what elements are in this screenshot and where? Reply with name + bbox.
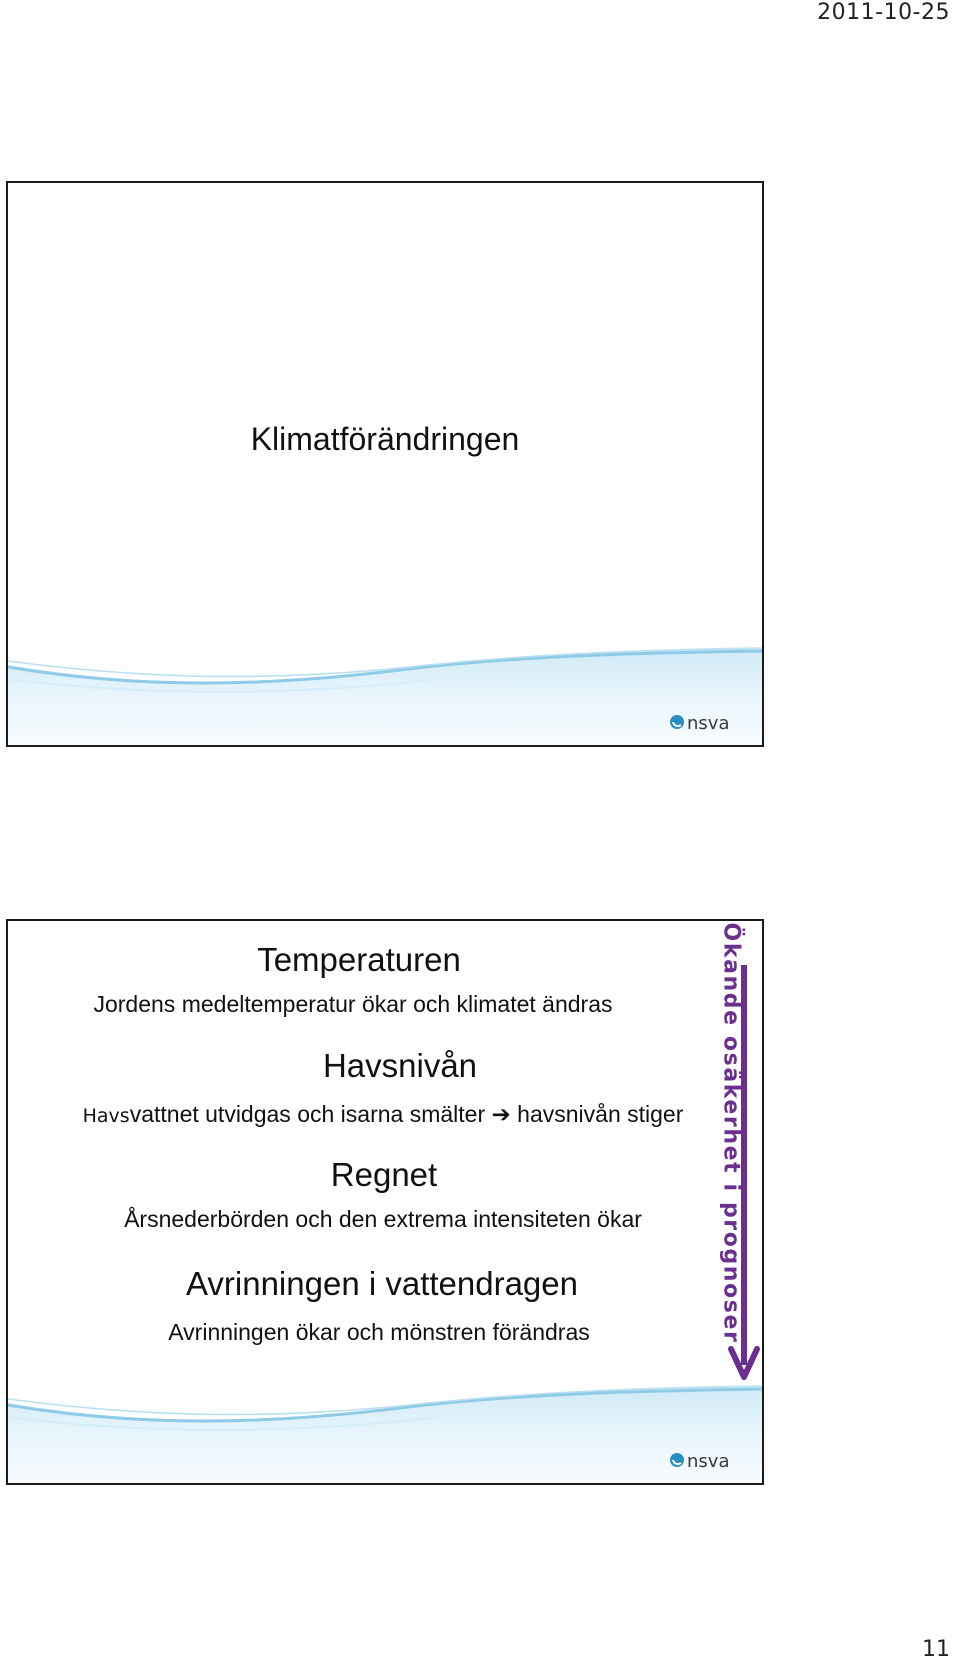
heading-rain: Regnet — [330, 1156, 438, 1193]
nsva-logo — [670, 1449, 750, 1471]
svg-text:nsva: nsva — [687, 713, 730, 733]
page-date: 2011-10-25 — [817, 0, 950, 25]
svg-text:nsva: nsva — [687, 1451, 730, 1471]
slide-1 — [6, 181, 764, 747]
text-rain: Årsnederbörden och den extrema intensiteten ökar — [124, 1206, 642, 1232]
text-sea-level-lead: Havs — [82, 1105, 130, 1127]
uncertainty-label: Ökande osäkerhet i prognoser — [718, 922, 744, 1344]
heading-temperature: Temperaturen — [257, 941, 461, 978]
heading-sea-level: Havsnivån — [322, 1047, 478, 1084]
text-sea-level-result: havsnivån stiger — [517, 1101, 684, 1127]
nsva-logo — [670, 711, 750, 733]
text-sea-level-rest: vattnet utvidgas och isarna smälter — [129, 1101, 486, 1127]
text-sea-level — [6, 1101, 760, 1128]
arrow-right-icon: ➔ — [491, 1101, 511, 1127]
text-temperature: Jordens medeltemperatur ökar och klimatet ändras — [93, 991, 613, 1017]
text-runoff: Avrinningen ökar och mönstren förändras — [168, 1319, 590, 1345]
slide-title: Klimatförändringen — [250, 421, 520, 457]
wave-decoration — [8, 1383, 762, 1483]
slide-2 — [6, 919, 764, 1485]
wave-decoration — [8, 645, 762, 745]
heading-runoff: Avrinningen i vattendragen — [185, 1265, 578, 1302]
page-number: 11 — [922, 1637, 950, 1662]
